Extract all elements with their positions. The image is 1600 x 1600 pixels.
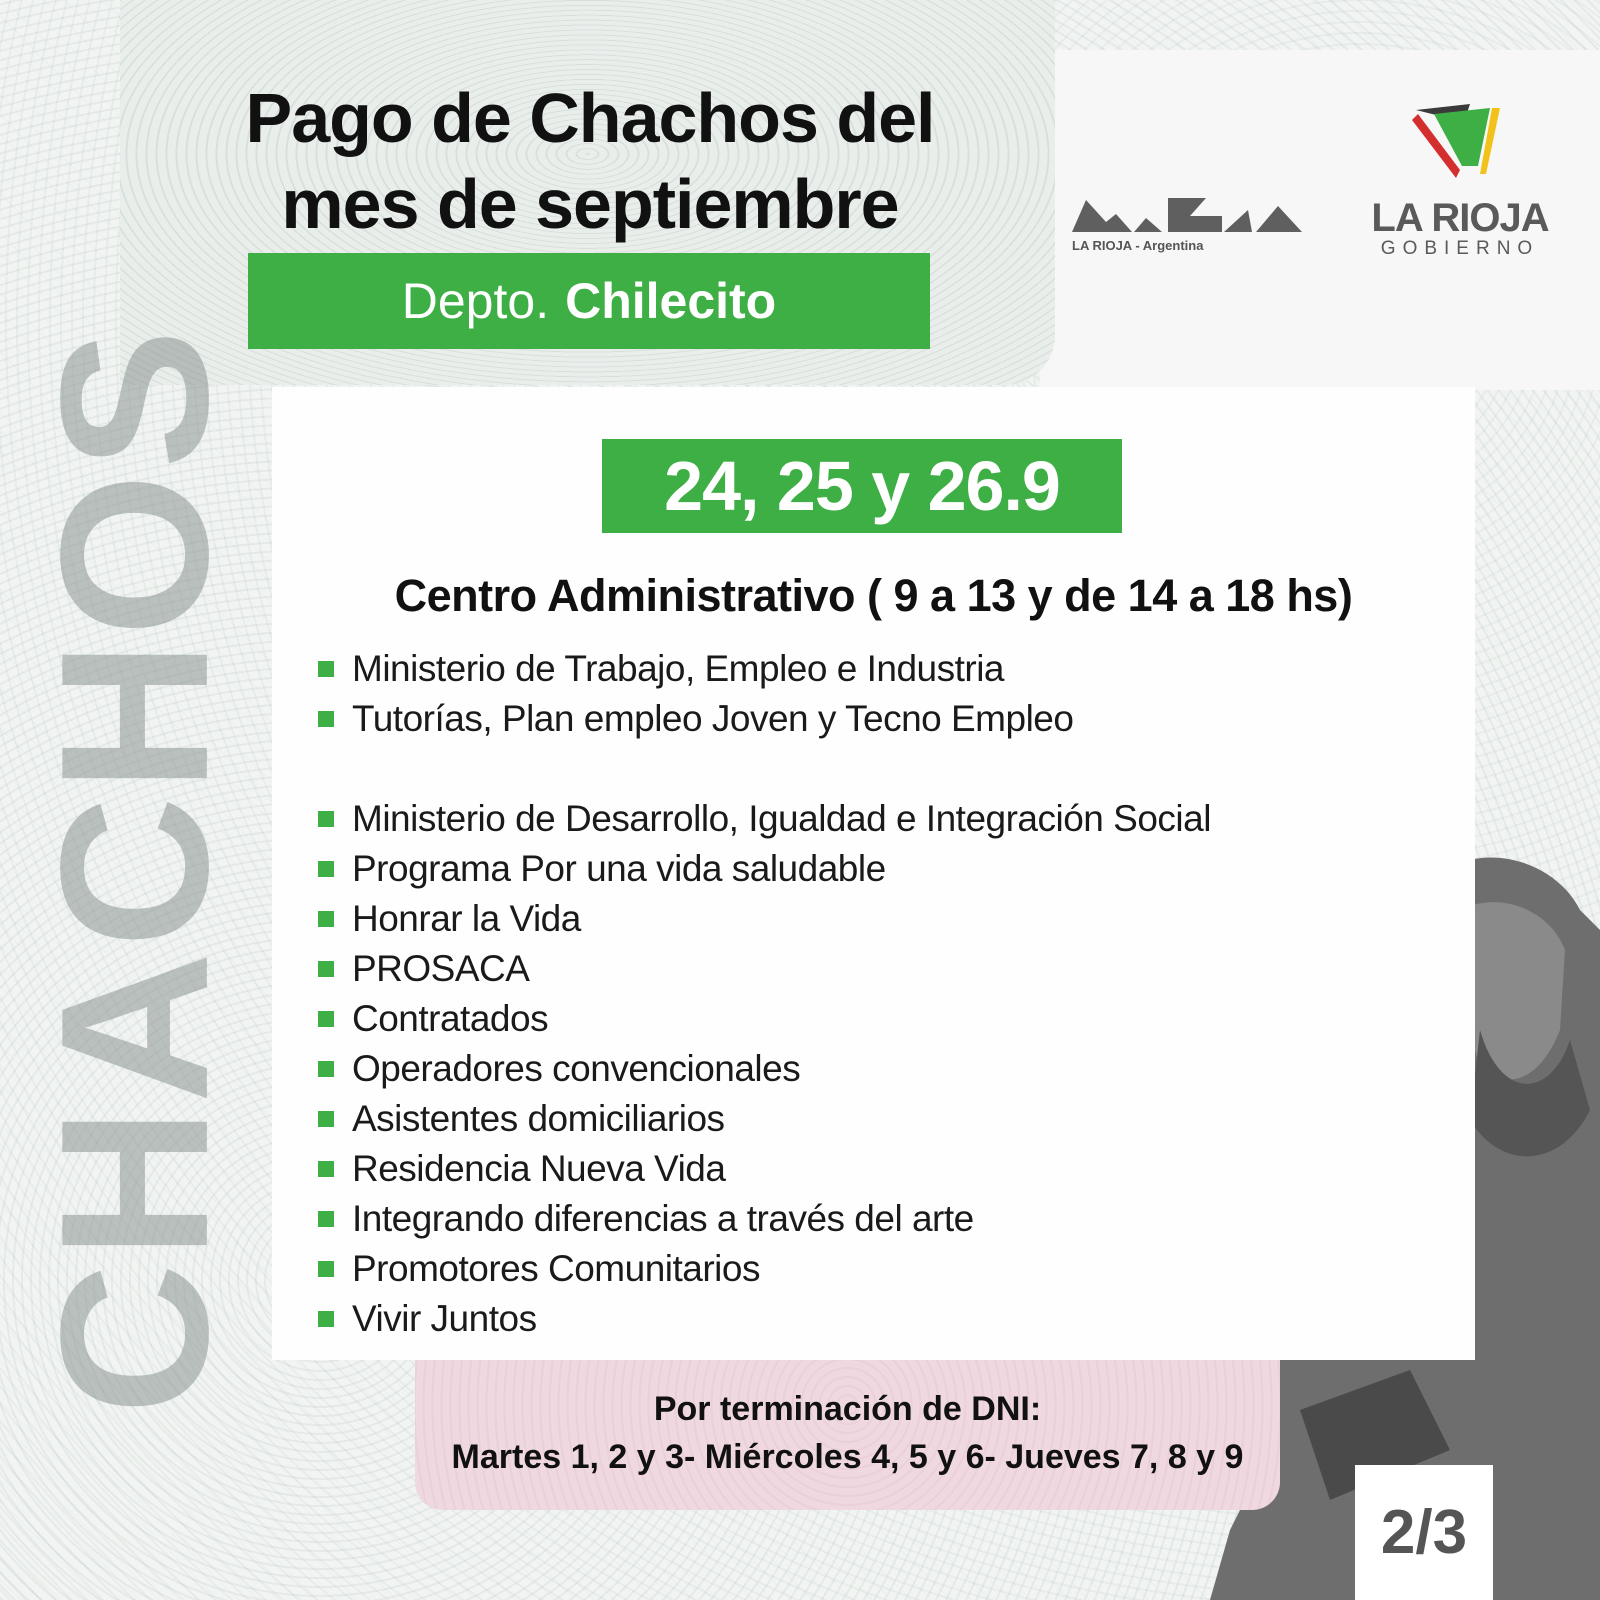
bullet-icon — [318, 711, 334, 727]
bullet-icon — [318, 811, 334, 827]
gobierno-subtitle: GOBIERNO — [1380, 238, 1540, 259]
chachos-vertical-word — [17, 270, 253, 1470]
list-item: Programa Por una vida saludable — [318, 844, 1211, 894]
list-item: Ministerio de Trabajo, Empleo e Industria — [318, 644, 1211, 694]
bullet-icon — [318, 1061, 334, 1077]
page-indicator: 2/3 — [1355, 1465, 1493, 1600]
list-item: PROSACA — [318, 944, 1211, 994]
list-item: Residencia Nueva Vida — [318, 1144, 1211, 1194]
list-item: Integrando diferencias a través del arte — [318, 1194, 1211, 1244]
location-heading: Centro Administrativo ( 9 a 13 y de 14 a 18 hs) — [394, 570, 1353, 621]
bullet-icon — [318, 861, 334, 877]
title-line-1: Pago de Chachos del — [245, 79, 935, 157]
date-badge: 24, 25 y 26.9 — [602, 439, 1122, 533]
gobierno-emblem-icon — [1360, 100, 1560, 196]
provincia-logo-text: LA RIOJA - Argentina — [1072, 238, 1204, 253]
depto-banner — [248, 253, 930, 349]
bullet-icon — [318, 1111, 334, 1127]
dni-days: Martes 1, 2 y 3- Miércoles 4, 5 y 6- Jueves 7, 8 y 9 — [451, 1438, 1244, 1476]
depto-prefix: Depto. — [401, 273, 550, 329]
bullet-icon — [318, 1011, 334, 1027]
title-line-2: mes de septiembre — [281, 165, 899, 243]
bullet-icon — [318, 1161, 334, 1177]
bullet-icon — [318, 661, 334, 677]
bullet-icon — [318, 1261, 334, 1277]
la-rioja-argentina-logo — [1072, 192, 1302, 256]
dni-title: Por terminación de DNI: — [653, 1390, 1042, 1428]
bullet-icon — [318, 961, 334, 977]
depto-name: Chilecito — [565, 273, 777, 329]
list-item: Promotores Comunitarios — [318, 1244, 1211, 1294]
gobierno-title: LA RIOJA — [1371, 196, 1549, 240]
bullet-icon — [318, 911, 334, 927]
page-title — [140, 75, 1040, 247]
dni-schedule-panel — [415, 1360, 1280, 1510]
list-item: Honrar la Vida — [318, 894, 1211, 944]
list-item: Ministerio de Desarrollo, Igualdad e Integración Social — [318, 794, 1211, 844]
list-item: Asistentes domiciliarios — [318, 1094, 1211, 1144]
list-item: Operadores convencionales — [318, 1044, 1211, 1094]
bullet-icon — [318, 1311, 334, 1327]
bullet-icon — [318, 1211, 334, 1227]
mountain-logo-icon — [1072, 192, 1302, 242]
la-rioja-gobierno-logo — [1360, 100, 1560, 260]
chachos-watermark-text: CHACHOS — [17, 325, 253, 1415]
list-item: Vivir Juntos — [318, 1294, 1211, 1344]
list-item: Tutorías, Plan empleo Joven y Tecno Empleo — [318, 694, 1211, 744]
program-list — [318, 644, 1211, 1344]
list-item: Contratados — [318, 994, 1211, 1044]
